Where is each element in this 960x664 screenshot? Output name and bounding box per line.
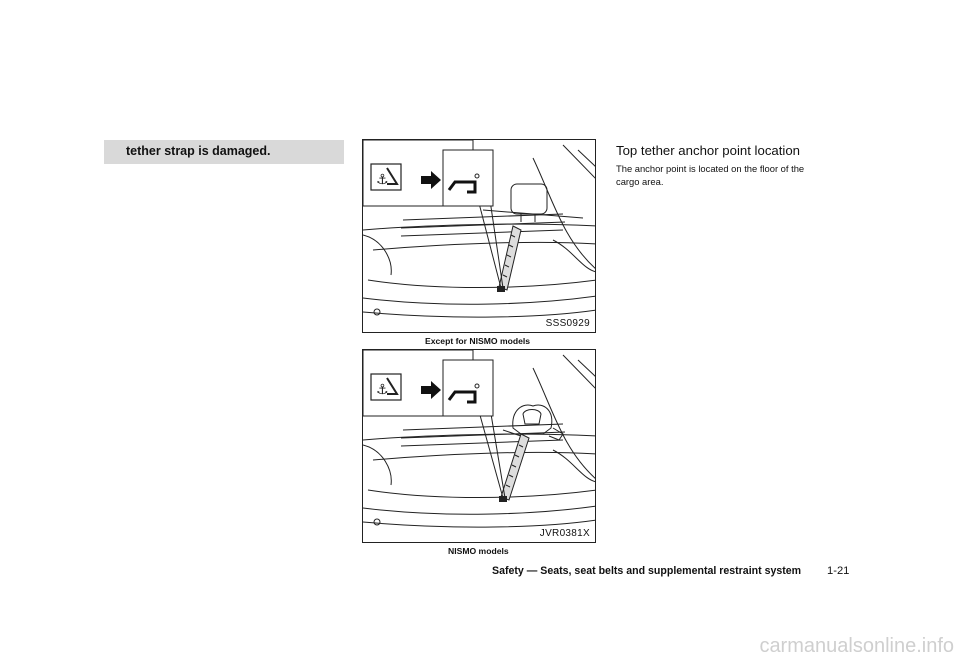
figure-code: JVR0381X: [539, 528, 590, 539]
svg-text:⚓: ⚓: [376, 382, 389, 398]
body-line: The anchor point is located on the floor of the: [616, 163, 805, 174]
footer-chapter-title: Safety — Seats, seat belts and supplemental restraint system: [492, 565, 802, 577]
section-title: Top tether anchor point location: [616, 143, 801, 158]
page-number: 1-21: [827, 565, 850, 577]
section-body: [616, 162, 861, 188]
figure-nismo: [362, 349, 596, 543]
svg-text:⚓: ⚓: [376, 172, 389, 188]
figure-caption: NISMO models: [448, 546, 509, 556]
figure-caption: Except for NISMO models: [425, 336, 531, 346]
watermark-text: carmanualsonline.info: [759, 635, 954, 657]
warning-text: tether strap is damaged.: [126, 144, 271, 158]
cargo-area-illustration: [363, 350, 596, 543]
figure-code: SSS0929: [545, 318, 590, 329]
cargo-area-illustration: [363, 140, 596, 333]
body-line: cargo area.: [616, 176, 664, 187]
figure-except-nismo: [362, 139, 596, 333]
